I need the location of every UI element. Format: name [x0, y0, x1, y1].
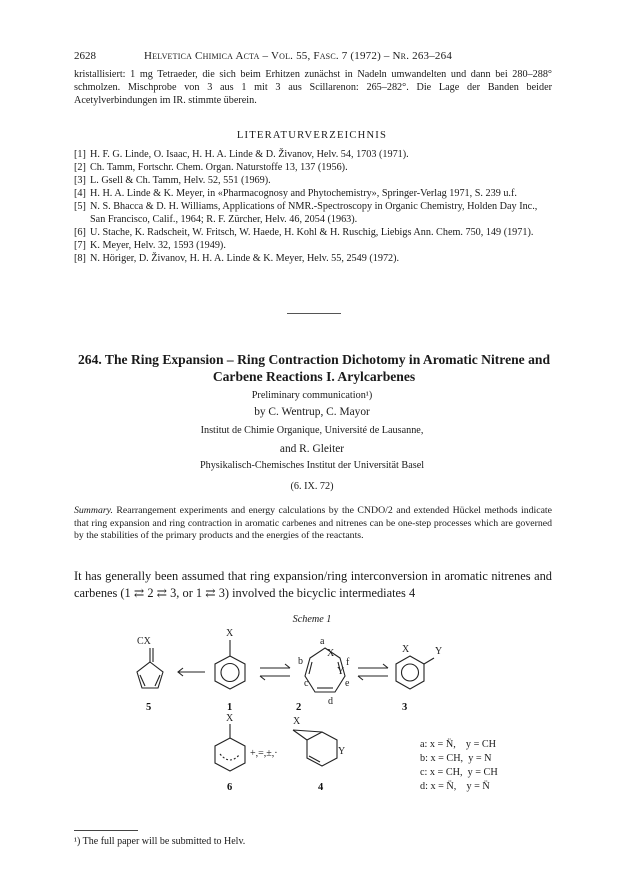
bicyclic-ring-4: [307, 732, 337, 766]
label-d: d: [328, 696, 333, 707]
authors-line-2: and R. Gleiter: [279, 443, 345, 455]
legend-row-c: c: x = CH, y = CH: [420, 767, 498, 778]
affiliation-2: Physikalisch-Chemisches Institut der Universität Basel: [199, 460, 425, 471]
label-y-2: Y: [337, 666, 345, 677]
footnote-rule: [74, 830, 138, 831]
benzene-ring-1: [215, 656, 245, 689]
label-c: c: [304, 678, 309, 689]
authors-line-1: by C. Wentrup, C. Mayor: [254, 406, 370, 418]
label-b: b: [298, 656, 303, 667]
compound-number-3: 3: [402, 702, 408, 713]
cyclopentadiene-ring: [137, 662, 163, 688]
intro-paragraph: kristallisiert: 1 mg Tetraeder, die sich beim Erhitzen zunächst in Nadeln umwandelten und dann bei 280–288° schmolzen. Mischprobe von 3 aus 1 mit 3 aus Scillarenon: 265–282°. Die Lage der Banden beider Acetylverbindungen im IR. stimmte überein.: [74, 69, 552, 106]
benzene-ring-3: [396, 656, 424, 689]
legend-row-d: d: x = N̈, y = N̈: [420, 781, 490, 792]
compound-number-6: 6: [227, 782, 233, 793]
compound-number-1: 1: [227, 702, 233, 713]
reference-item: [1] H. F. G. Linde, O. Isaac, H. H. A. Linde & D. Živanov, Helv. 54, 1703 (1971).: [74, 149, 409, 160]
footnote: ¹) The full paper will be submitted to Helv.: [74, 836, 246, 847]
label-x-1: X: [226, 628, 234, 639]
received-date: (6. IX. 72): [290, 481, 334, 492]
article-title: 264. The Ring Expansion – Ring Contraction Dichotomy in Aromatic Nitrene and Carbene Reactions I. Arylcarbenes: [77, 352, 551, 384]
label-pm: +,=,±,·: [250, 748, 278, 759]
benzene-ring-6: [215, 738, 245, 771]
affiliation-1: Institut de Chimie Organique, Université de Lausanne,: [200, 425, 424, 436]
summary-paragraph: [74, 505, 552, 543]
label-x-3: X: [402, 644, 410, 655]
label-y-3: Y: [435, 646, 443, 657]
legend-row-b: b: x = CH, y = N: [420, 753, 492, 764]
label-x-4: X: [293, 716, 301, 727]
article-subtitle: Preliminary communication¹): [251, 390, 373, 401]
reference-item: [6] U. Stache, K. Radscheit, W. Fritsch, W. Haede, H. Kohl & H. Ruschig, Liebigs Ann. Chem. 750, 149 (1971).: [74, 227, 534, 238]
reference-list: [74, 148, 552, 265]
reference-item: [8] N. Höriger, D. Živanov, H. H. A. Linde & K. Meyer, Helv. 55, 2549 (1972).: [74, 253, 400, 264]
reference-item: [5] N. S. Bhacca & D. H. Williams, Applications of NMR.-Spectroscopy in Organic Chemistry, Holden Day Inc., San Francisco, Calif., 1964; R. F. Zürcher, Helv. 46, 2054 (1963).: [74, 201, 538, 225]
legend-row-a: a: x = N̈, y = CH: [420, 739, 497, 750]
reaction-scheme-drawing: [0, 620, 624, 830]
page-number: 2628: [74, 50, 96, 62]
label-e: e: [345, 678, 350, 689]
label-x-6: X: [226, 713, 234, 724]
literature-heading: LITERATURVERZEICHNIS: [236, 130, 388, 141]
compound-number-4: 4: [318, 782, 324, 793]
compound-number-2: 2: [296, 702, 302, 713]
body-paragraph: It has generally been assumed that ring expansion/ring interconversion in aromatic nitrenes and carbenes (1 ⇄ 2 ⇄ 3, or 1 ⇄ 3) involved the bicyclic intermediates 4: [74, 569, 552, 600]
label-x-2: X: [327, 648, 335, 659]
label-cx: CX: [137, 636, 151, 647]
label-y-4: Y: [338, 746, 346, 757]
summary-label: Summary.: [74, 505, 113, 516]
label-f: f: [346, 657, 350, 668]
reference-item: [7] K. Meyer, Helv. 32, 1593 (1949).: [74, 240, 226, 251]
reference-item: [3] L. Gsell & Ch. Tamm, Helv. 52, 551 (1969).: [74, 175, 271, 186]
scheme-title: Scheme 1: [292, 614, 332, 625]
reference-item: [2] Ch. Tamm, Fortschr. Chem. Organ. Naturstoffe 13, 137 (1956).: [74, 162, 348, 173]
substituent-legend: [420, 738, 498, 794]
journal-citation: Helvetica Chimica Acta – Vol. 55, Fasc. 7 (1972) – Nr. 263–264: [144, 50, 453, 62]
summary-text: Rearrangement experiments and energy calculations by the CNDO/2 and extended Hückel methods indicate that ring expansion and ring contraction in aromatic carbenes and nitrenes can be one-step processes which are governed by the stabilities of the primary products and the energies of the reactants.: [74, 505, 552, 542]
label-a: a: [320, 636, 325, 647]
reference-item: [4] H. H. A. Linde & K. Meyer, in «Pharmacognosy and Phytochemistry», Springer-Verlag 1971, S. 239 u.f.: [74, 188, 517, 199]
section-divider: [287, 313, 341, 314]
compound-number-5: 5: [146, 702, 152, 713]
